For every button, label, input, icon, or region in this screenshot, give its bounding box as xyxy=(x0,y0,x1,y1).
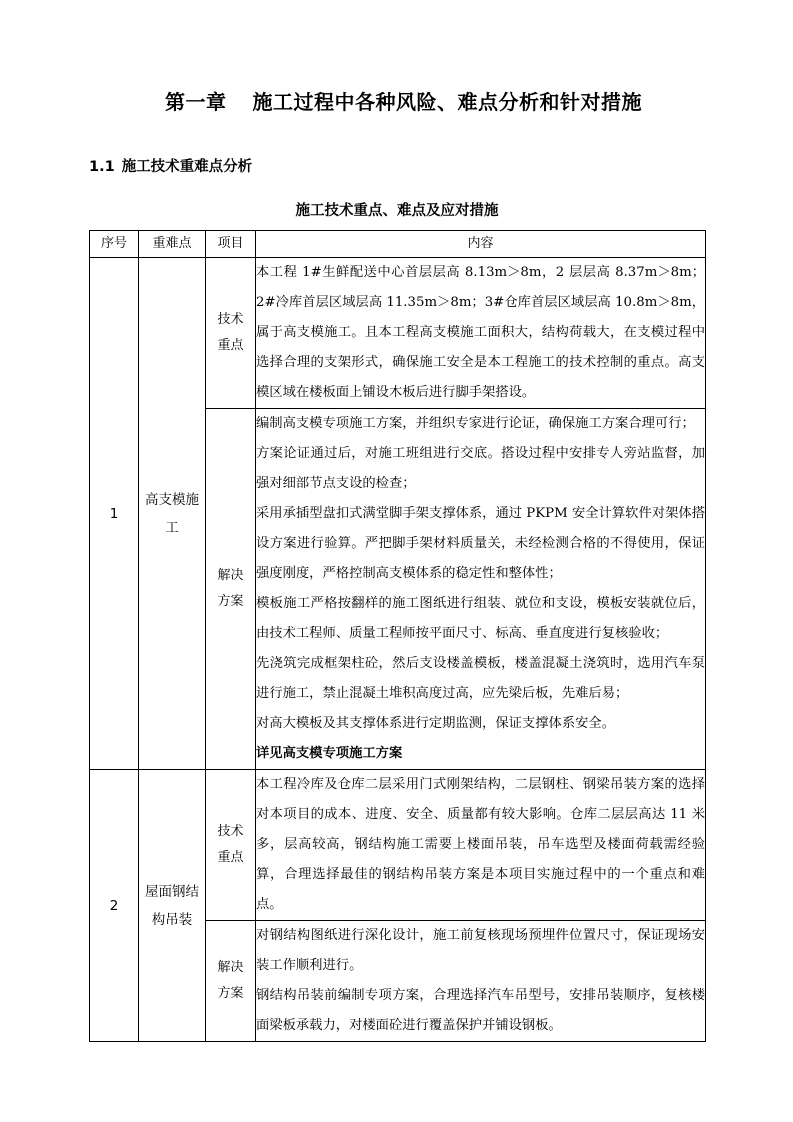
content-paragraph: 方案论证通过后，对施工班组进行交底。搭设过程中安排专人旁站监督，加强对细部节点支设的检查； xyxy=(256,446,705,491)
row-item-label xyxy=(206,409,256,770)
content-paragraph: 模板施工严格按翻样的施工图纸进行组装、就位和支设，模板安装就位后，由技术工程师、质量工程师按平面尺寸、标高、垂直度进行复核验收； xyxy=(256,596,705,641)
table-caption: 施工技术重点、难点及应对措施 xyxy=(295,203,499,219)
item-label-line1: 技术 xyxy=(217,312,244,327)
chapter-title-main: 施工过程中各种风险、难点分析和针对措施 xyxy=(252,90,642,114)
row-content xyxy=(256,409,706,770)
section-number: 1.1 xyxy=(89,159,115,175)
item-label-line2: 方案 xyxy=(217,986,244,1001)
row-topic: 高支模施工 xyxy=(139,258,206,770)
table-row xyxy=(90,770,706,921)
content-paragraph: 钢结构吊装前编制专项方案，合理选择汽车吊型号，安排吊装顺序，复核楼面梁板承载力，对楼面砼进行覆盖保护并铺设钢板。 xyxy=(256,988,705,1033)
content-paragraph: 采用承插型盘扣式满堂脚手架支撑体系，通过 PKPM 安全计算软件对架体搭设方案进行验算。严把脚手架材料质量关，未经检测合格的不得使用，保证强度刚度，严格控制高支模体系的稳定性和整体性； xyxy=(256,506,705,581)
content-paragraph: 先浇筑完成框架柱砼，然后支设楼盖模板，楼盖混凝土浇筑时，选用汽车泵进行施工，禁止混凝土堆积高度过高，应先梁后板，先难后易； xyxy=(256,656,705,701)
row-content xyxy=(256,770,706,921)
header-index: 序号 xyxy=(90,231,139,258)
table-row xyxy=(90,258,706,409)
row-index: 2 xyxy=(90,770,139,1042)
item-label-line1: 解决 xyxy=(217,568,244,583)
row-item-label xyxy=(206,921,256,1042)
row-content xyxy=(256,258,706,409)
item-label-line1: 解决 xyxy=(217,960,244,975)
row-content xyxy=(256,921,706,1042)
content-paragraph: 详见高支模专项施工方案 xyxy=(256,746,403,761)
chapter-title xyxy=(89,86,705,115)
section-heading xyxy=(89,155,252,176)
content-paragraph: 本工程冷库及仓库二层采用门式刚架结构，二层钢柱、钢梁吊装方案的选择对本项目的成本、进度、安全、质量都有较大影响。仓库二层层高达 11 米多，层高较高，钢结构施工需要上楼面吊装，吊车选型及楼面荷载需经验算，合理选择最佳的钢结构吊装方案是本项目实施过程中的一个重点和难点。 xyxy=(256,777,705,912)
chapter-title-prefix: 第一章 xyxy=(165,90,227,114)
row-topic: 屋面钢结构吊装 xyxy=(139,770,206,1042)
item-label-line1: 技术 xyxy=(217,824,244,839)
table-header-row xyxy=(90,231,706,258)
section-title: 施工技术重难点分析 xyxy=(121,159,253,175)
content-paragraph: 对高大模板及其支撑体系进行定期监测，保证支撑体系安全。 xyxy=(256,716,616,731)
row-item-label xyxy=(206,770,256,921)
content-paragraph: 编制高支模专项施工方案，并组织专家进行论证，确保施工方案合理可行； xyxy=(256,416,695,431)
item-label-line2: 重点 xyxy=(217,338,244,353)
content-paragraph: 对钢结构图纸进行深化设计，施工前复核现场预埋件位置尺寸，保证现场安装工作顺利进行。 xyxy=(256,928,705,973)
table-body xyxy=(90,258,706,1042)
risk-analysis-table xyxy=(89,230,706,1042)
row-item-label xyxy=(206,258,256,409)
header-topic: 重难点 xyxy=(139,231,206,258)
content-paragraph: 本工程 1#生鲜配送中心首层层高 8.13m＞8m，2 层层高 8.37m＞8m；2#冷库首层区域层高 11.35m＞8m；3#仓库首层区域层高 10.8m＞8m，属于高支模施工。且本工程高支模施工面积大，结构荷载大，在支模过程中选择合理的支架形式，确保施工安全是本工程施工的技术控制的重点。高支模区域在楼板面上铺设木板后进行脚手架搭设。 xyxy=(256,265,705,400)
item-label-line2: 重点 xyxy=(217,850,244,865)
header-content: 内容 xyxy=(256,231,706,258)
header-item: 项目 xyxy=(206,231,256,258)
row-index: 1 xyxy=(90,258,139,770)
item-label-line2: 方案 xyxy=(217,594,244,609)
